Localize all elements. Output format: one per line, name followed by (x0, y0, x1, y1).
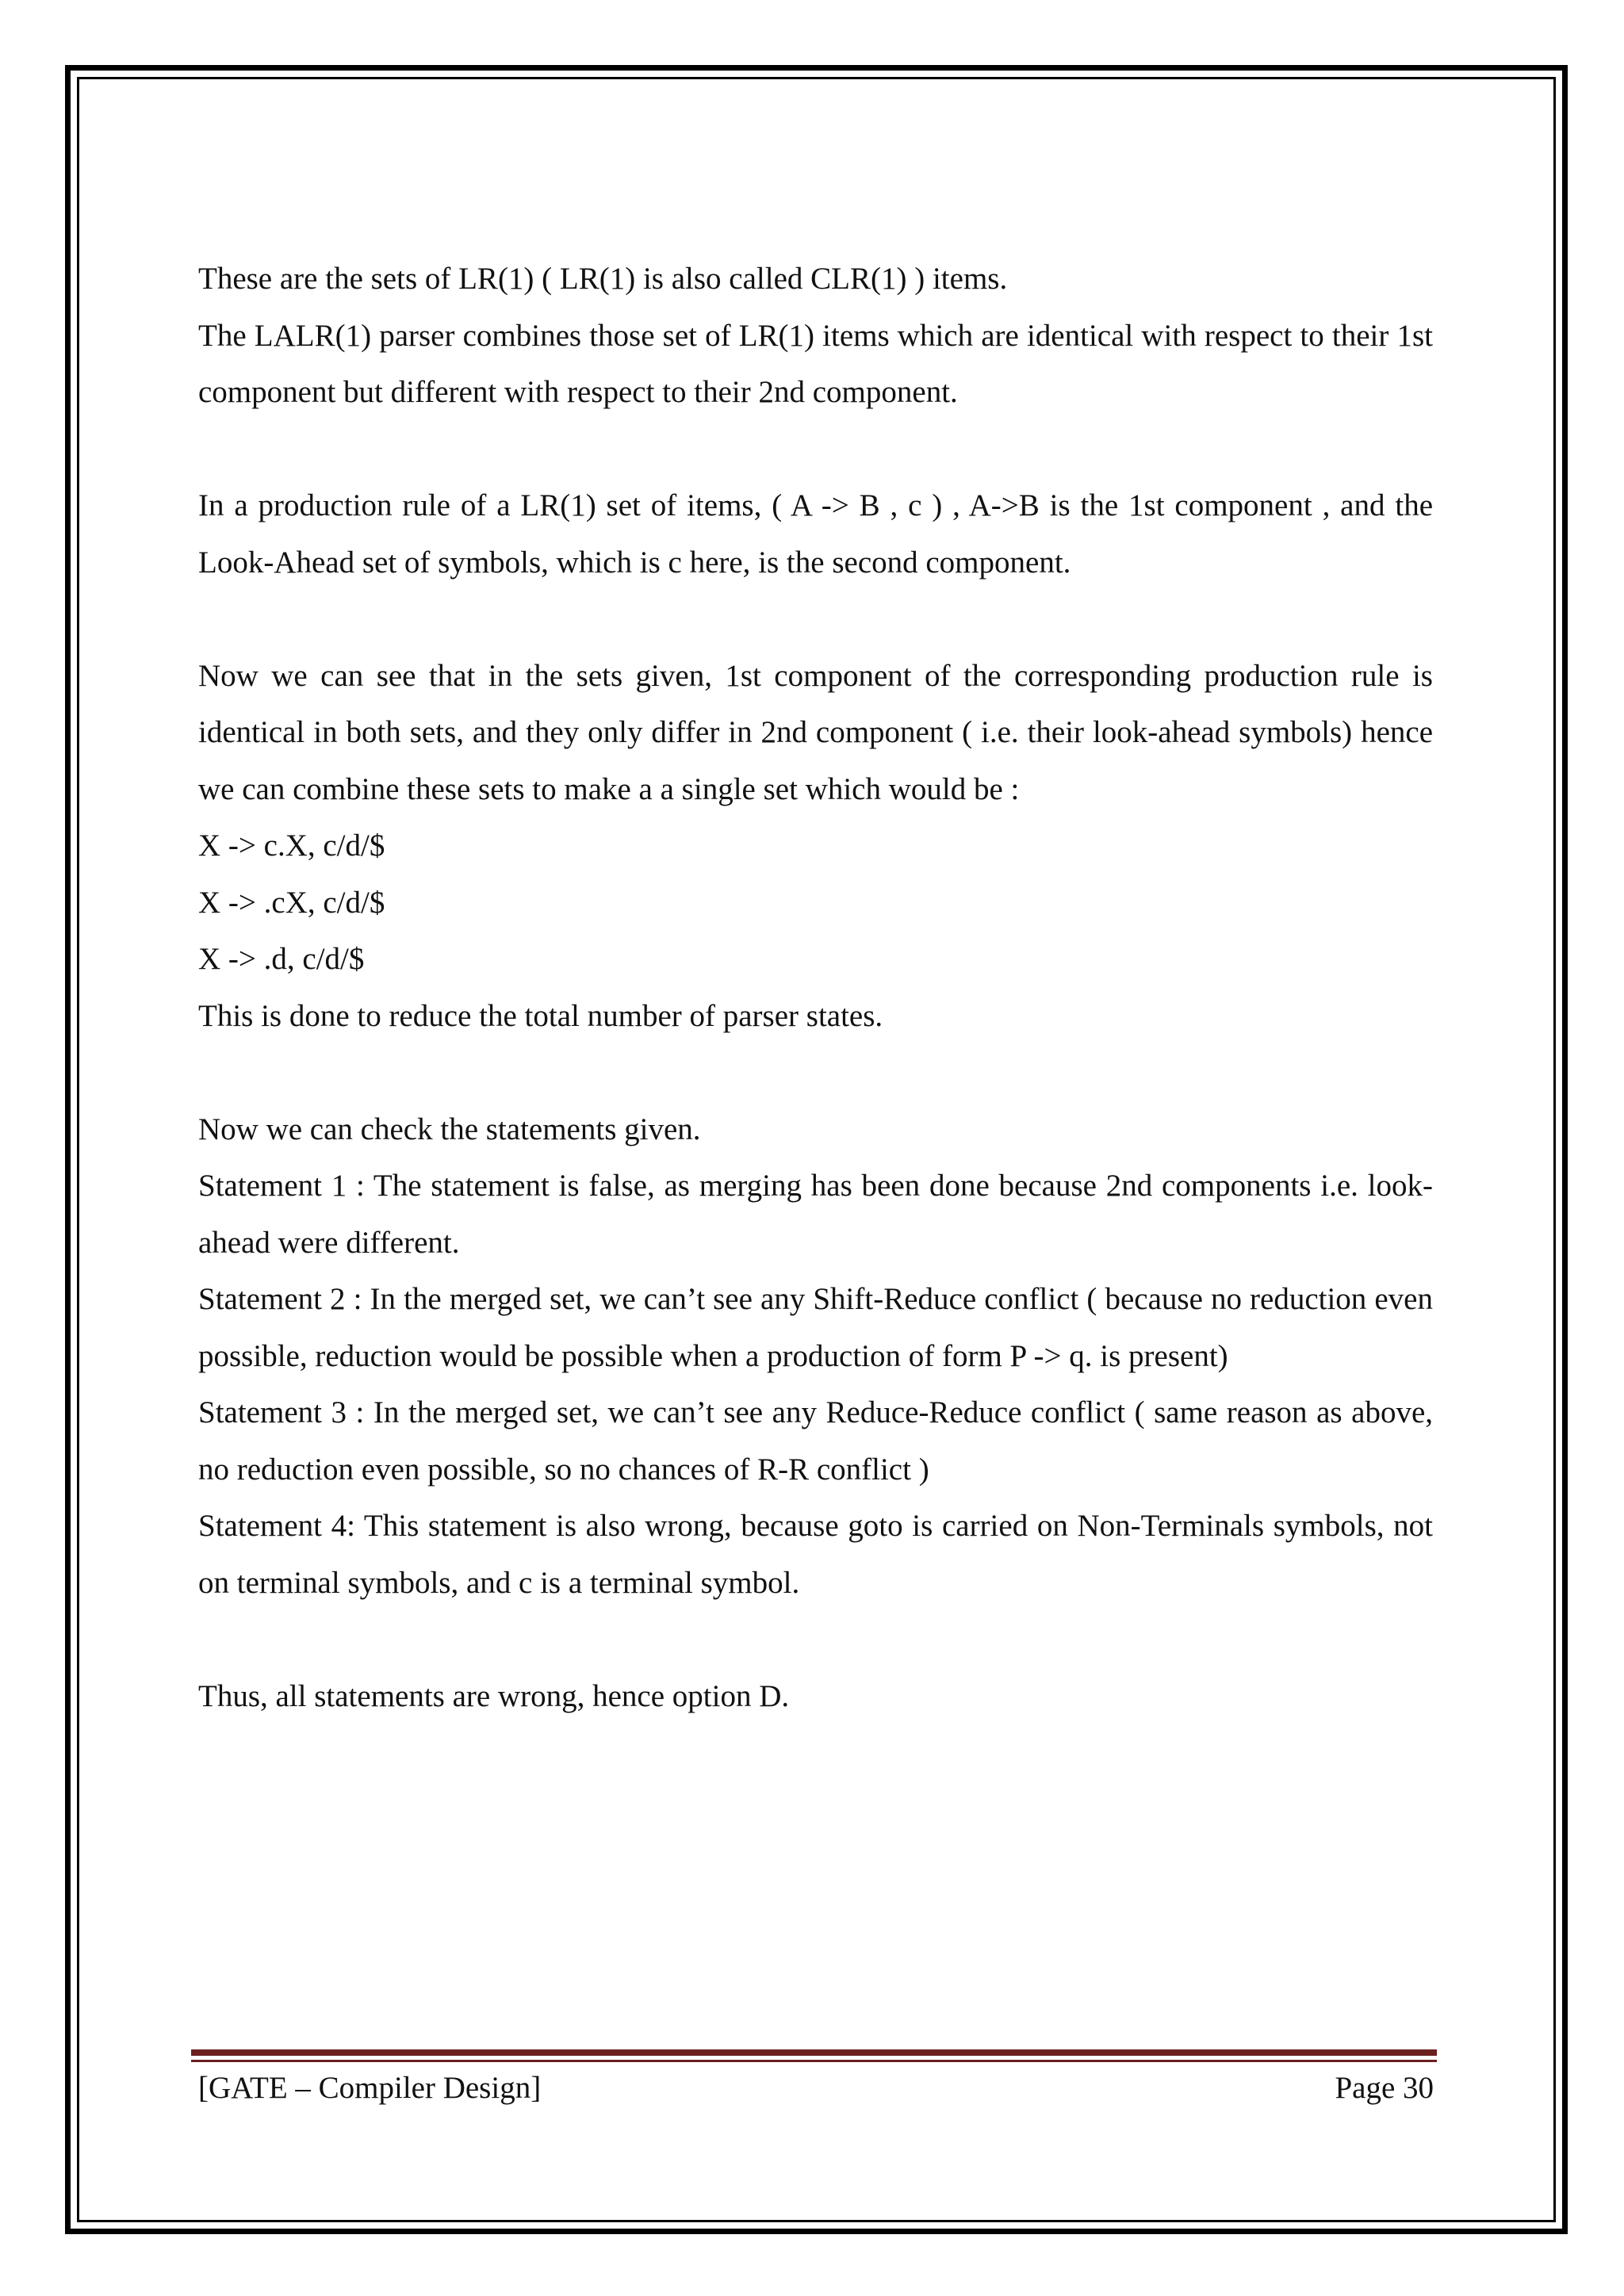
paragraph-intro: These are the sets of LR(1) ( LR(1) is also called CLR(1) ) items. (198, 262, 1008, 296)
footer-rule-thin (191, 2060, 1437, 2062)
statement-3: Statement 3 : In the merged set, we can’t see any Reduce-Reduce conflict ( same reason as above, no reduction even possible, so no chances of R-R conflict ) (198, 1395, 1433, 1487)
paragraph-check-statements: Now we can check the statements given. (198, 1112, 701, 1146)
spacer (198, 591, 1433, 648)
statement-4: Statement 4: This statement is also wrong, because goto is carried on Non-Terminals symbols, not on terminal symbols, and c is a terminal symbol. (198, 1509, 1433, 1600)
page-body (198, 251, 1433, 1724)
footer-rule (191, 2049, 1437, 2056)
conclusion: Thus, all statements are wrong, hence option D. (198, 1678, 790, 1713)
statement-2: Statement 2 : In the merged set, we can’t see any Shift-Reduce conflict ( because no reduction even possible, reduction would be possible when a production of form P -> q. is present) (198, 1282, 1433, 1373)
spacer (198, 1611, 1433, 1668)
paragraph-production-rule: In a production rule of a LR(1) set of items, ( A -> B , c ) , A->B is the 1st component , and the Look-Ahead set of symbols, which is c here, is the second component. (198, 488, 1433, 580)
footer-title: [GATE – Compiler Design] (198, 2071, 542, 2105)
spacer (198, 1044, 1433, 1101)
page-number: Page 30 (1335, 2071, 1434, 2105)
statement-1: Statement 1 : The statement is false, as merging has been done because 2nd components i.e. look-ahead were different. (198, 1169, 1433, 1260)
item-line: X -> .cX, c/d/$ (198, 885, 385, 920)
paragraph-lalr: The LALR(1) parser combines those set of LR(1) items which are identical with respect to their 1st component but different with respect to their 2nd component. (198, 318, 1433, 409)
item-line: X -> c.X, c/d/$ (198, 828, 385, 863)
paragraph-combine: Now we can see that in the sets given, 1st component of the corresponding production rule is identical in both sets, and they only differ in 2nd component ( i.e. their look-ahead symbols) hence we can combine these sets to make a a single set which would be : (198, 658, 1433, 806)
spacer (198, 421, 1433, 478)
paragraph-reduce-states: This is done to reduce the total number of parser states. (198, 998, 883, 1033)
item-line: X -> .d, c/d/$ (198, 942, 365, 976)
